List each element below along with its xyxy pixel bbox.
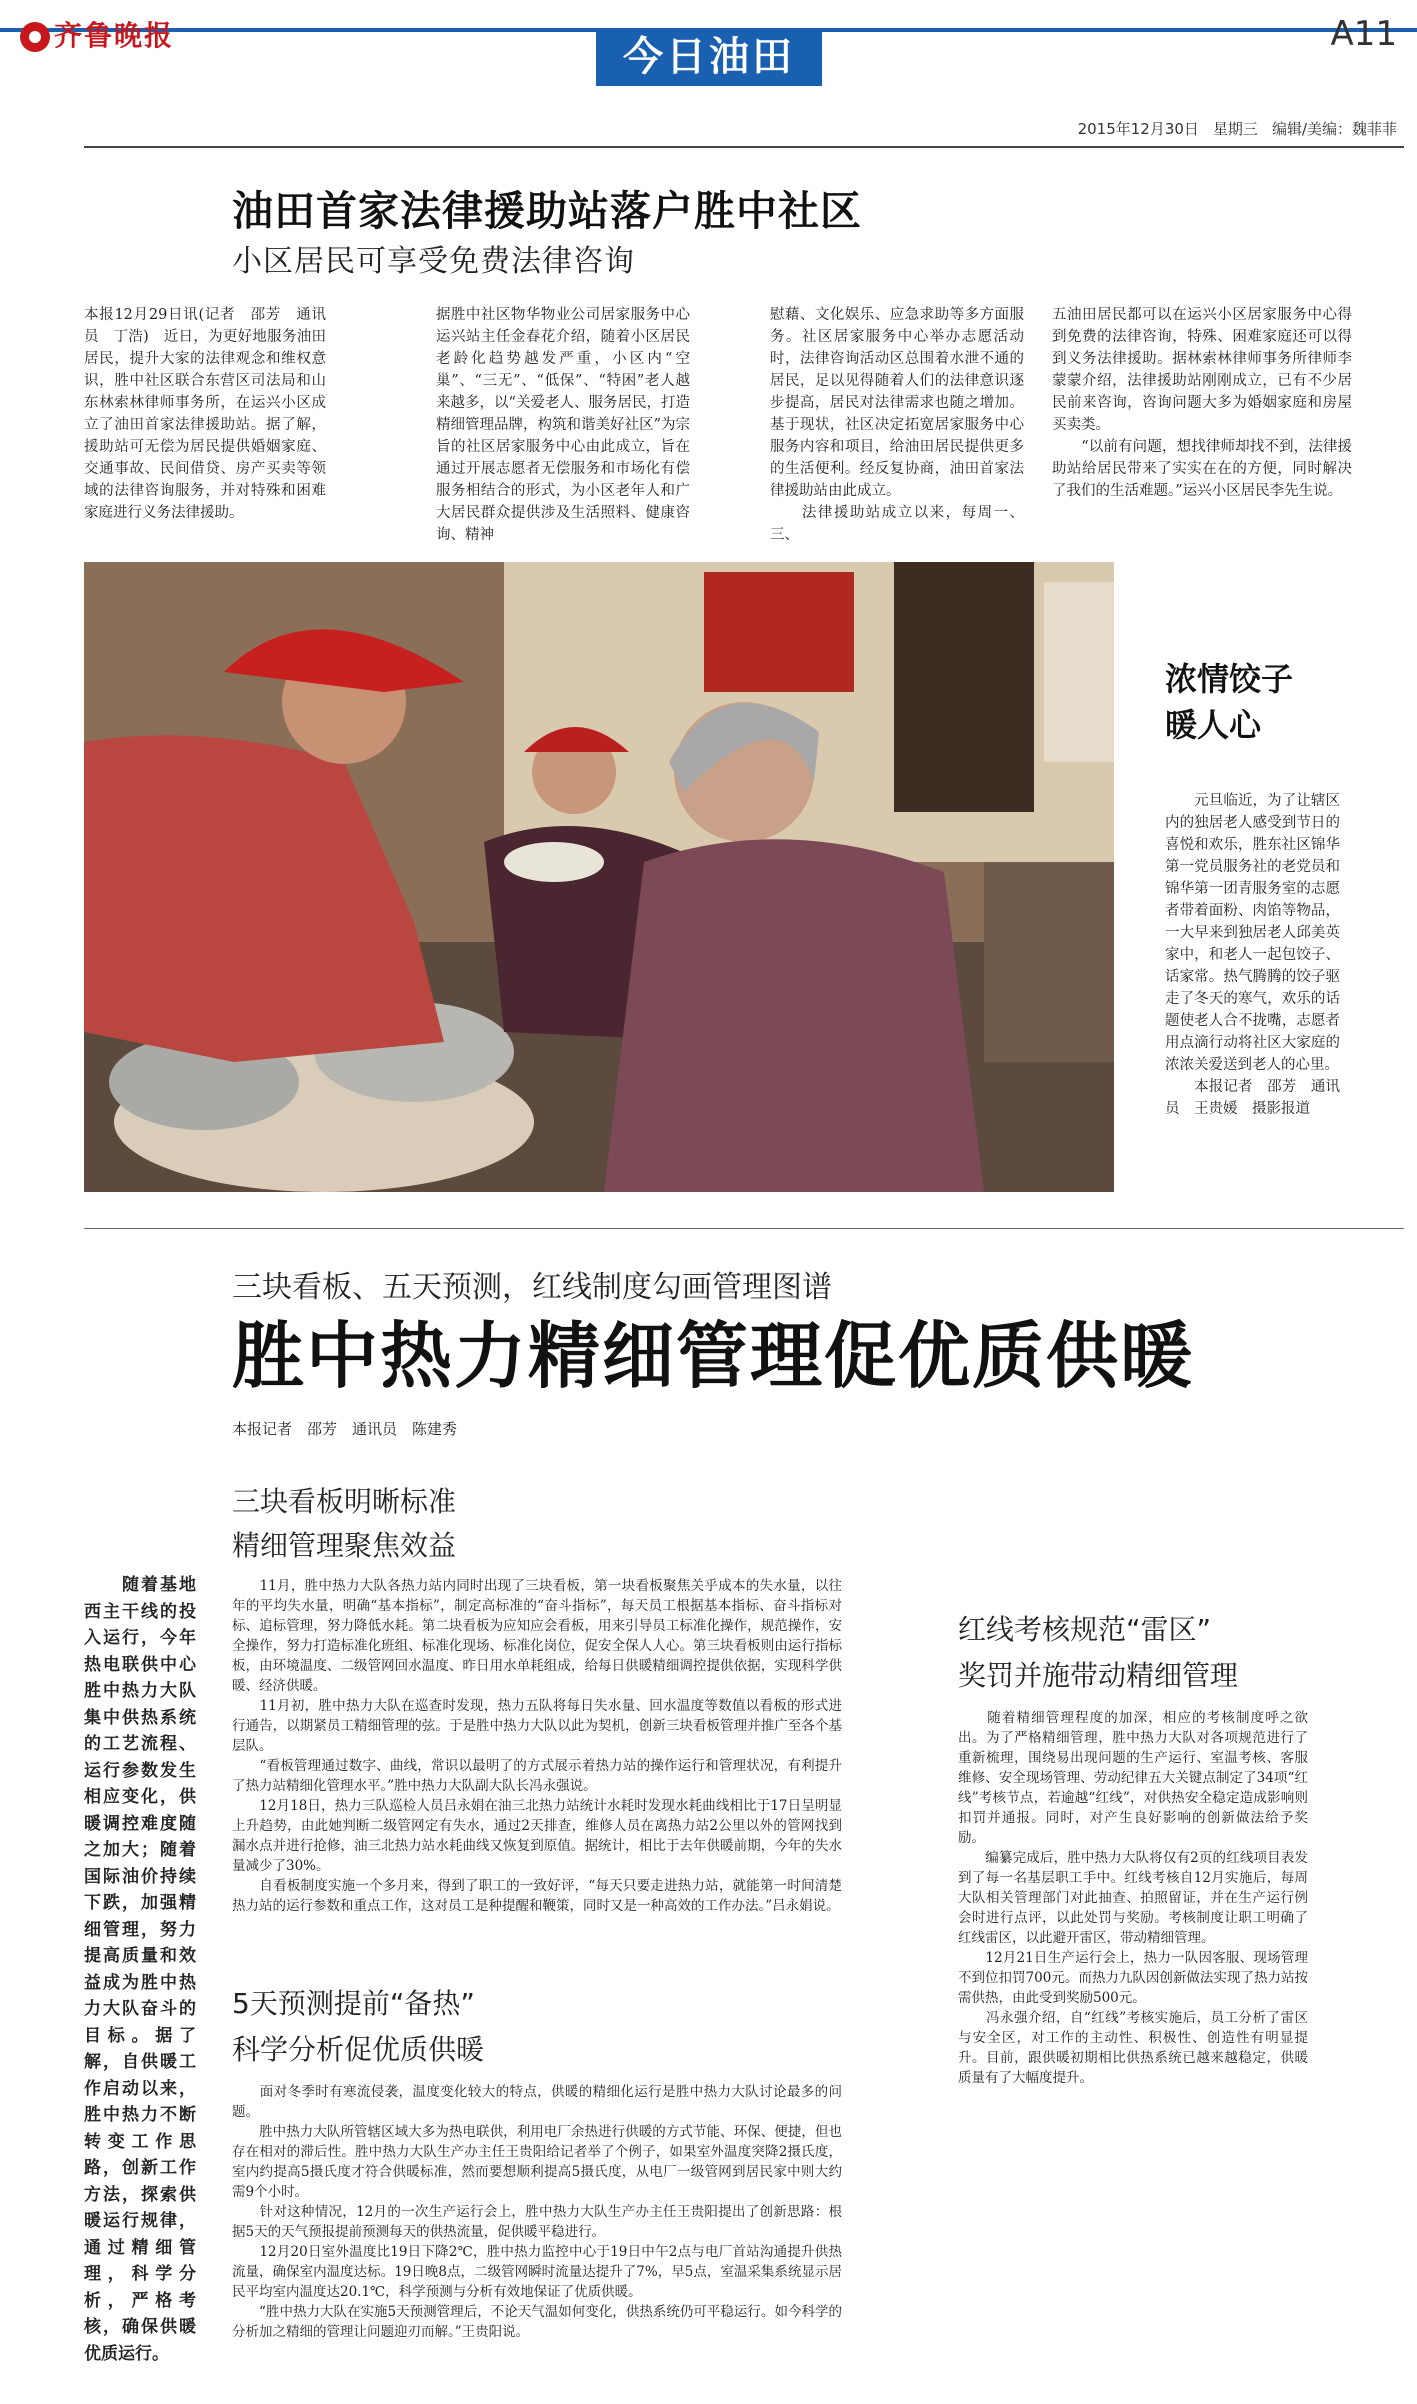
article2-byline: 本报记者 邵芳 通讯员 陈建秀 xyxy=(232,1420,458,1438)
logo-icon xyxy=(20,22,50,52)
section2-body: 面对冬季时有寒流侵袭，温度变化较大的特点，供暖的精细化运行是胜中热力大队讨论最多的问题。 胜中热力大队所管辖区域大多为热电联供，利用电厂余热进行供暖的方式节能、环保、便捷，但也存在相对的滞后性。胜中热力大队生产办主任王贵阳给记者举了个例子，如果室外温度突降2摄氏度，室内约提高5摄氏度才符合供暖标准，然而要想顺利提高5摄氏度，从电厂一级管网到居民家中则大约需9个小时。 针对这种情况，12月的一次生产运行会上，胜中热力大队生产办主任王贵阳提出了创新思路：根据5天的天气预报提前预测每天的供热流量，促供暖平稳进行。 12月20日室外温度比19日下降2℃，胜中热力监控中心于19日中午2点与电厂首站沟通提升供热流量，确保室内温度达标。19日晚8点，二级管网瞬时流量达提升了7%，早5点，室温采集系统显示居民平均室内温度达20.1℃，科学预测与分析有效地保证了优质供暖。 “胜中热力大队在实施5天预测管理后，不论天气温如何变化，供热系统仍可平稳运行。如今科学的分析加之精细的管理让问题迎刃而解。”王贵阳说。 xyxy=(232,2084,842,2340)
dumpling-photo xyxy=(84,562,1114,1192)
section3-head-2: 奖罚并施带动精细管理 xyxy=(958,1659,1239,1692)
section-banner: 今日油田 xyxy=(596,28,822,86)
article2-kicker: 三块看板、五天预测，红线制度勾画管理图谱 xyxy=(232,1270,832,1305)
header-divider xyxy=(84,146,1404,148)
photo-caption: 元旦临近，为了让辖区内的独居老人感受到节日的喜悦和欢乐，胜东社区锦华第一党员服务社的老党员和锦华第一团青服务室的志愿者带着面粉、肉馅等物品，一大早来到独居老人邱美英家中，和老人一起包饺子、话家常。热气腾腾的饺子驱走了冬天的寒气，欢乐的话题使老人合不拢嘴，志愿者用点滴行动将社区大家庭的浓浓关爱送到老人的心里。 本报记者 邵芳 通讯员 王贵媛 摄影报道 xyxy=(1165,793,1340,1117)
article2-title: 胜中热力精细管理促优质供暖 xyxy=(232,1314,1195,1398)
editor-credit: 编辑/美编：魏菲菲 xyxy=(1271,120,1397,138)
article2-lead: 随着基地西主干线的投入运行，今年热电联供中心胜中热力大队集中供热系统的工艺流程、运行参数发生相应变化，供暖调控难度随之加大；随着国际油价持续下跌，加强精细管理，努力提高质量和效益成为胜中热力大队奋斗的目标。据了解，自供暖工作启动以来，胜中热力不断转变工作思路，创新工作方法，探索供暖运行规律，通过精细管理，科学分析，严格考核，确保供暖优质运行。 xyxy=(84,1575,196,2364)
article1-column-1: 本报12月29日讯(记者 邵芳 通讯员 丁浩) 近日，为更好地服务油田居民，提升大家的法律观念和维权意识，胜中社区联合东营区司法局和山东林索林律师事务所，在运兴小区成立了油田首家法律援助站。据了解，援助站可无偿为居民提供婚姻家庭、交通事故、民间借贷、房产买卖等领域的法律咨询服务，并对特殊和困难家庭进行义务法律援助。 xyxy=(84,307,326,521)
logo-text: 齐鲁晚报 xyxy=(54,19,175,52)
section1-body: 11月，胜中热力大队各热力站内同时出现了三块看板，第一块看板聚焦关乎成本的失水量，以往年的平均失水量，明确“基本指标”，制定高标准的“奋斗指标”，每天员工根据基本指标、奋斗指标对标、追标管理，努力降低水耗。第二块看板为应知应会看板，用来引导员工标准化操作，规范操作，安全操作，努力打造标准化班组、标准化现场、标准化岗位，促安全保人人心。第三块看板则由运行指标板，由环境温度、二级管网回水温度、昨日用水单耗组成，给每日供暖精细调控提供依据，实现科学供暖、经济供暖。 11月初，胜中热力大队在巡查时发现，热力五队将每日失水量、回水温度等数值以看板的形式进行通告，以期紧员工精细管理的弦。于是胜中热力大队以此为契机，创新三块看板管理并推广至各个基层队。 “看板管理通过数字、曲线，常识以最明了的方式展示着热力站的操作运行和管理状况，有利提升了热力站精细化管理水平。”胜中热力大队副大队长冯永强说。 12月18日，热力三队巡检人员吕永娟在油三北热力站统计水耗时发现水耗曲线相比于17日呈明显上升趋势，由此她判断二级管网定有失水，通过2天排查，维修人员在离热力站2公里以外的管网找到漏水点并进行抢修，油三北热力站水耗曲线又恢复到原值。据统计，相比于去年供暖前期，今年的失水量减少了30%。 自看板制度实施一个多月来，得到了职工的一致好评，“每天只要走进热力站，就能第一时间清楚热力站的运行参数和重点工作，这对员工是种提醒和鞭策，同时又是一种高效的工作办法。”吕永娟说。 xyxy=(232,1578,842,1914)
section3-body: 随着精细管理程度的加深，相应的考核制度呼之欲出。为了严格精细管理，胜中热力大队对各项规范进行了重新梳理，围绕易出现问题的生产运行、室温考核、客服维修、安全现场管理、劳动纪律五大关键点制定了34项“红线”考核节点，若逾越“红线”，对供热安全稳定造成影响则扣罚并通报。同时，对产生良好影响的创新做法给予奖励。 编纂完成后，胜中热力大队将仅有2页的红线项目表发到了每一名基层职工手中。红线考核自12月实施后，每周大队相关管理部门对此抽查、拍照留证，并在生产运行例会时进行点评，以此处罚与奖励。考核制度让职工明确了红线雷区，以此避开雷区，带动精细管理。 12月21日生产运行会上，热力一队因客服、现场管理不到位扣罚700元。而热力九队因创新做法实现了热力站按需供热，由此受到奖励500元。 冯永强介绍，自“红线”考核实施后，员工分析了雷区与安全区，对工作的主动性、积极性、创造性有明显提升。目前，跟供暖初期相比供热系统已越来越稳定，供暖质量有了大幅度提升。 xyxy=(958,1710,1308,2086)
section3-head-1: 红线考核规范“雷区” xyxy=(958,1613,1212,1646)
section1-head-2: 精细管理聚焦效益 xyxy=(232,1529,457,1562)
article1-column-2: 据胜中社区物华物业公司居家服务中心运兴站主任金春花介绍，随着小区居民老龄化趋势越发严重，小区内“空巢”、“三无”、“低保”、“特困”老人越来越多，以“关爱老人、服务居民，打造精细管理品牌，构筑和谐美好社区”为宗旨的社区居家服务中心由此成立，旨在通过开展志愿者无偿服务和市场化有偿服务相结合的形式，为小区老年人和广大居民群众提供涉及生活照料、健康咨询、精神 xyxy=(436,307,690,543)
section1-head-1: 三块看板明晰标准 xyxy=(232,1485,457,1518)
dateline xyxy=(1064,118,1397,139)
photo-illustration xyxy=(84,562,1114,1192)
photo-story-title-line2: 暖人心 xyxy=(1165,706,1262,744)
article1-column-4: 五油田居民都可以在运兴小区居家服务中心得到免费的法律咨询，特殊、困难家庭还可以得到义务法律援助。据林索林律师事务所律师李蒙蒙介绍，法律援助站刚刚成立，已有不少居民前来咨询，咨询问题大多为婚姻家庭和房屋买卖类。 “以前有问题，想找律师却找不到，法律援助站给居民带来了实实在在的方便，同时解决了我们的生活难题。”运兴小区居民李先生说。 xyxy=(1052,307,1352,499)
article1-column-3: 慰藉、文化娱乐、应急求助等多方面服务。社区居家服务中心举办志愿活动时，法律咨询活动区总围着水泄不通的居民，足以见得随着人们的法律意识逐步提高，居民对法律需求也随之增加。基于现状，社区决定拓宽居家服务中心服务内容和项目，给油田居民提供更多的生活便利。经反复协商，油田首家法律援助站由此成立。 法律援助站成立以来，每周一、三、 xyxy=(770,307,1024,543)
page-number: A11 xyxy=(1330,14,1397,54)
section2-head-2: 科学分析促优质供暖 xyxy=(232,2033,485,2066)
section2-head-1: 5天预测提前“备热” xyxy=(232,1987,475,2020)
weekday: 星期三 xyxy=(1212,120,1258,138)
article1-title: 油田首家法律援助站落户胜中社区 xyxy=(232,187,862,235)
newspaper-logo xyxy=(20,14,174,54)
date: 2015年12月30日 xyxy=(1077,120,1199,138)
photo-story-title-line1: 浓情饺子 xyxy=(1165,660,1294,698)
mid-divider xyxy=(84,1228,1404,1229)
article1-subtitle: 小区居民可享受免费法律咨询 xyxy=(232,244,635,279)
